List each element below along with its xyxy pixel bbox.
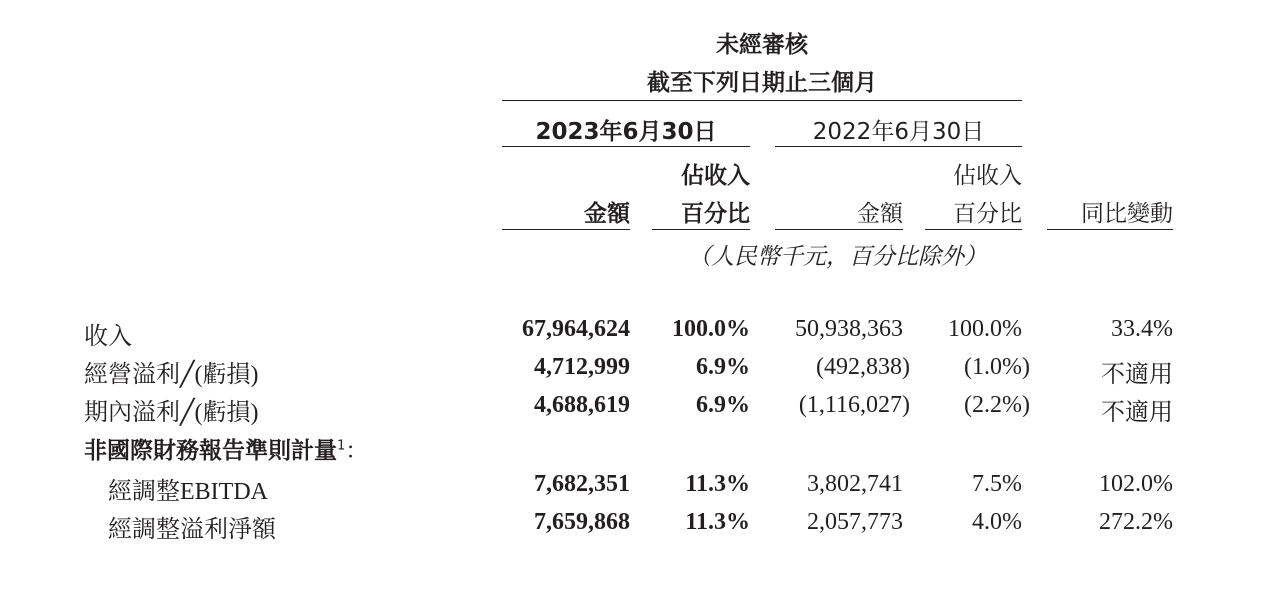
- row-amount-2023: 7,682,351: [534, 471, 630, 497]
- period-2023-underline: [502, 146, 750, 147]
- footnote-marker: 1: [337, 438, 346, 454]
- row-pct-2022: 100.0%: [948, 316, 1022, 342]
- row-amount-2022: 50,938,363: [795, 316, 903, 342]
- non-ifrs-label: 非國際財務報告準則計量: [84, 438, 337, 464]
- row-pct-2023: 100.0%: [672, 316, 750, 342]
- period-2022-underline: [775, 146, 1022, 147]
- col-pct-2023-line2: 百分比: [681, 201, 750, 227]
- period-2022-label: 2022年6月30日: [812, 119, 985, 145]
- col-change-underline: [1047, 229, 1173, 230]
- row-amount-2023: 4,712,999: [534, 354, 630, 380]
- row-change: 33.4%: [1111, 316, 1173, 342]
- col-amount-2022: 金額: [857, 201, 903, 227]
- col-amount-2023-underline: [502, 229, 630, 230]
- row-amount-2023: 67,964,624: [522, 316, 630, 342]
- row-pct-2023: 11.3%: [685, 471, 750, 497]
- non-ifrs-colon: ：: [345, 438, 369, 464]
- row-amount-2022: 3,802,741: [807, 471, 903, 497]
- col-amount-2023: 金額: [584, 201, 630, 227]
- col-pct-2022-underline: [925, 229, 1022, 230]
- col-pct-2023-line1: 佔收入: [681, 163, 750, 189]
- row-label: 經調整溢利淨額: [108, 517, 276, 543]
- row-label: 期內溢利╱(虧損): [84, 400, 259, 426]
- row-change: 不適用: [1101, 400, 1173, 426]
- row-label: 經調整EBITDA: [108, 479, 268, 505]
- header-divider: [502, 100, 1022, 101]
- row-amount-2023: 7,659,868: [534, 509, 630, 535]
- row-label: 經營溢利╱(虧損): [84, 362, 259, 388]
- row-change: 272.2%: [1099, 509, 1173, 535]
- col-pct-2022-line1: 佔收入: [953, 163, 1022, 189]
- row-pct-2023: 6.9%: [696, 354, 750, 380]
- row-amount-2022: (1,116,027): [798, 392, 910, 418]
- row-pct-2022: 7.5%: [972, 471, 1022, 497]
- units-note: （人民幣千元，百分比除外）: [688, 244, 987, 270]
- header-unaudited: 未經審核: [716, 32, 808, 58]
- col-pct-2023-underline: [652, 229, 750, 230]
- row-change: 102.0%: [1099, 471, 1173, 497]
- row-change: 不適用: [1101, 362, 1173, 388]
- period-2023-label: 2023年6月30日: [535, 119, 717, 145]
- row-amount-2023: 4,688,619: [534, 392, 630, 418]
- row-amount-2022: (492,838): [816, 354, 910, 380]
- row-pct-2022: 4.0%: [972, 509, 1022, 535]
- row-label: 收入: [84, 324, 132, 350]
- header-period-caption: 截至下列日期止三個月: [647, 70, 877, 96]
- row-pct-2023: 11.3%: [685, 509, 750, 535]
- col-change: 同比變動: [1081, 201, 1173, 227]
- col-pct-2022-line2: 百分比: [953, 201, 1022, 227]
- row-amount-2022: 2,057,773: [807, 509, 903, 535]
- non-ifrs-heading: [84, 432, 368, 465]
- row-pct-2023: 6.9%: [696, 392, 750, 418]
- row-pct-2022: (1.0%): [964, 354, 1030, 380]
- row-pct-2022: (2.2%): [964, 392, 1030, 418]
- col-amount-2022-underline: [775, 229, 903, 230]
